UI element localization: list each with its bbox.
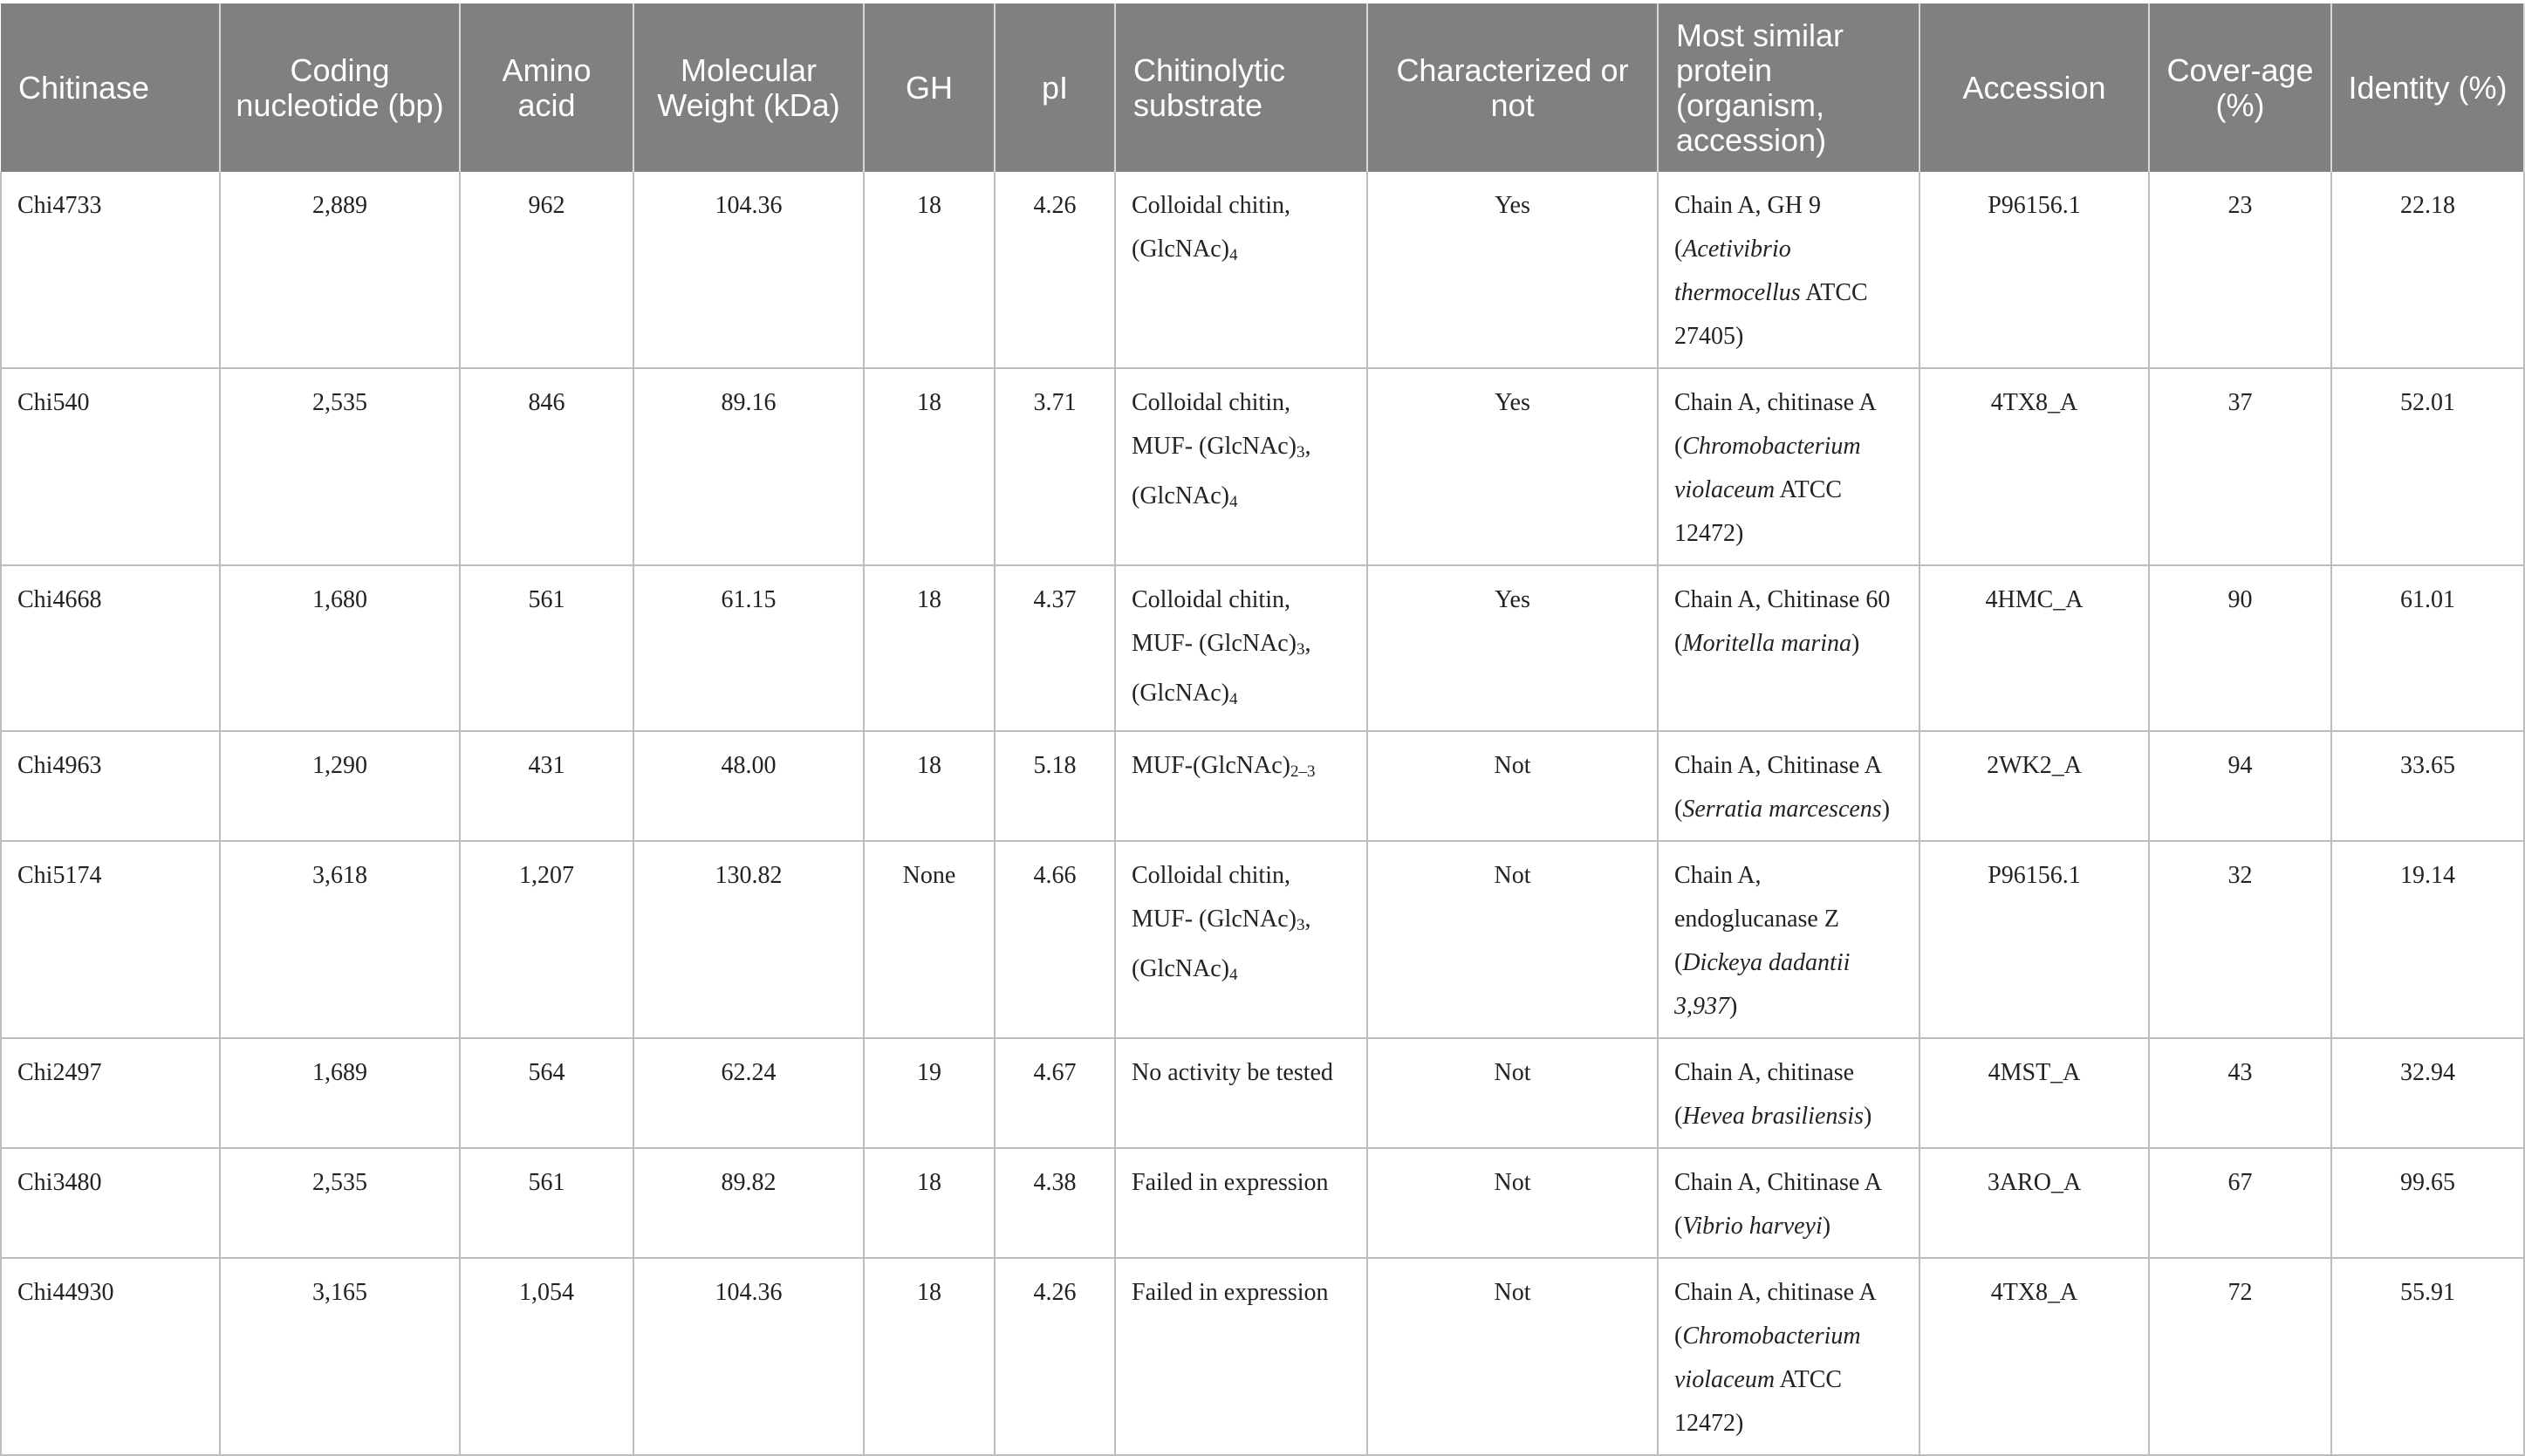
cell-identity: 33.65 <box>2331 731 2524 841</box>
substrate-text: MUF- (GlcNAc) <box>1132 433 1297 460</box>
cell-most-similar-protein <box>1658 1258 1919 1455</box>
table-header <box>1 3 2524 172</box>
cell-coding-nucleotide: 2,535 <box>220 368 460 565</box>
substrate-comma: , <box>1304 630 1311 657</box>
cell-molecular-weight: 48.00 <box>633 731 864 841</box>
cell-characterized: Not <box>1367 731 1658 841</box>
substrate-line <box>1132 898 1351 947</box>
substrate-subscript: 4 <box>1228 966 1238 984</box>
substrate-line <box>1132 425 1351 475</box>
cell-gh: 18 <box>864 565 995 731</box>
cell-coding-nucleotide: 2,889 <box>220 172 460 368</box>
substrate-line <box>1132 854 1351 898</box>
organism-detail: ATCC 12472) <box>1674 476 1843 547</box>
cell-amino-acid: 561 <box>460 565 633 731</box>
protein-name: Chain A, endoglucanase Z <box>1674 862 1839 933</box>
substrate-text: Colloidal chitin, <box>1132 862 1290 889</box>
cell-most-similar-protein <box>1658 1038 1919 1148</box>
cell-accession: 4HMC_A <box>1919 565 2149 731</box>
cell-chitinolytic-substrate <box>1115 1258 1367 1455</box>
cell-identity: 19.14 <box>2331 841 2524 1038</box>
header-most-similar-protein: Most similar protein (organism, accession) <box>1658 3 1919 172</box>
organism-open-paren: ( <box>1674 1213 1683 1240</box>
organism-detail: ATCC 27405) <box>1674 279 1868 350</box>
header-chitinolytic-substrate: Chitinolytic substrate <box>1115 3 1367 172</box>
cell-amino-acid: 1,207 <box>460 841 633 1038</box>
substrate-line <box>1132 1271 1351 1315</box>
header-molecular-weight: Molecular Weight (kDa) <box>633 3 864 172</box>
cell-identity: 55.91 <box>2331 1258 2524 1455</box>
organism-detail: ) <box>1822 1213 1831 1240</box>
cell-coverage: 32 <box>2149 841 2331 1038</box>
organism-name: Vibrio harveyi <box>1682 1213 1823 1240</box>
table-row <box>1 1038 2524 1148</box>
substrate-subscript: 2–3 <box>1290 762 1316 781</box>
cell-coverage: 94 <box>2149 731 2331 841</box>
substrate-subscript: 4 <box>1228 246 1238 264</box>
cell-gh: None <box>864 841 995 1038</box>
header-amino-acid: Amino acid <box>460 3 633 172</box>
cell-chitinolytic-substrate <box>1115 565 1367 731</box>
substrate-line <box>1132 184 1351 228</box>
cell-chitinase: Chi4668 <box>1 565 220 731</box>
header-accession: Accession <box>1919 3 2149 172</box>
cell-characterized: Yes <box>1367 565 1658 731</box>
substrate-text: Failed in expression <box>1132 1279 1329 1306</box>
table-row <box>1 565 2524 731</box>
substrate-text: MUF- (GlcNAc) <box>1132 630 1297 657</box>
cell-coverage: 37 <box>2149 368 2331 565</box>
protein-name: Chain A, chitinase A <box>1674 389 1877 416</box>
substrate-subscript: 4 <box>1228 493 1238 511</box>
protein-name: Chain A, Chitinase 60 <box>1674 586 1891 613</box>
cell-amino-acid: 1,054 <box>460 1258 633 1455</box>
organism-detail: ) <box>1863 1103 1872 1130</box>
substrate-line <box>1132 228 1351 277</box>
table-row <box>1 1258 2524 1455</box>
organism-detail: ATCC 12472) <box>1674 1366 1843 1437</box>
cell-characterized: Not <box>1367 1038 1658 1148</box>
cell-gh: 18 <box>864 1258 995 1455</box>
protein-name: Chain A, chitinase A <box>1674 1279 1877 1306</box>
substrate-subscript: 3 <box>1296 640 1305 659</box>
table-body <box>1 172 2524 1455</box>
cell-gh: 18 <box>864 1148 995 1258</box>
cell-chitinolytic-substrate <box>1115 731 1367 841</box>
cell-chitinase: Chi44930 <box>1 1258 220 1455</box>
table-row <box>1 1148 2524 1258</box>
substrate-line <box>1132 381 1351 425</box>
cell-characterized: Not <box>1367 1258 1658 1455</box>
protein-name: Chain A, Chitinase A <box>1674 1169 1882 1196</box>
organism-name: Chromobacterium violaceum <box>1674 1323 1861 1393</box>
header-chitinase: Chitinase <box>1 3 220 172</box>
cell-gh: 18 <box>864 172 995 368</box>
cell-molecular-weight: 89.16 <box>633 368 864 565</box>
cell-most-similar-protein <box>1658 1148 1919 1258</box>
organism-open-paren: ( <box>1674 796 1683 823</box>
cell-molecular-weight: 104.36 <box>633 172 864 368</box>
substrate-line <box>1132 744 1351 794</box>
cell-identity: 22.18 <box>2331 172 2524 368</box>
organism-open-paren: ( <box>1674 1103 1683 1130</box>
cell-identity: 32.94 <box>2331 1038 2524 1148</box>
protein-name: Chain A, chitinase <box>1674 1059 1855 1086</box>
cell-coding-nucleotide: 2,535 <box>220 1148 460 1258</box>
organism-name: Moritella marina <box>1682 630 1851 657</box>
substrate-text: MUF-(GlcNAc) <box>1132 752 1290 779</box>
substrate-line <box>1132 1161 1351 1205</box>
organism-open-paren: ( <box>1674 236 1683 263</box>
header-characterized: Characterized or not <box>1367 3 1658 172</box>
organism-detail: ) <box>1881 796 1891 823</box>
cell-chitinase: Chi3480 <box>1 1148 220 1258</box>
cell-coverage: 43 <box>2149 1038 2331 1148</box>
protein-name: Chain A, Chitinase A <box>1674 752 1882 779</box>
organism-name: Hevea brasiliensis <box>1682 1103 1864 1130</box>
cell-accession: 2WK2_A <box>1919 731 2149 841</box>
substrate-line <box>1132 475 1351 524</box>
substrate-line <box>1132 947 1351 997</box>
header-pi: pI <box>995 3 1115 172</box>
substrate-line <box>1132 1051 1351 1095</box>
cell-molecular-weight: 61.15 <box>633 565 864 731</box>
cell-identity: 52.01 <box>2331 368 2524 565</box>
cell-molecular-weight: 130.82 <box>633 841 864 1038</box>
organism-detail: ) <box>1729 993 1738 1020</box>
substrate-subscript: 4 <box>1228 690 1238 708</box>
cell-most-similar-protein <box>1658 731 1919 841</box>
cell-chitinase: Chi2497 <box>1 1038 220 1148</box>
cell-coverage: 23 <box>2149 172 2331 368</box>
substrate-text: MUF- (GlcNAc) <box>1132 906 1297 933</box>
cell-coding-nucleotide: 3,618 <box>220 841 460 1038</box>
cell-chitinolytic-substrate <box>1115 841 1367 1038</box>
cell-chitinolytic-substrate <box>1115 172 1367 368</box>
organism-name: Acetivibrio thermocellus <box>1674 236 1801 306</box>
cell-accession: 3ARO_A <box>1919 1148 2149 1258</box>
cell-accession: P96156.1 <box>1919 841 2149 1038</box>
substrate-line <box>1132 622 1351 672</box>
cell-amino-acid: 962 <box>460 172 633 368</box>
cell-accession: 4MST_A <box>1919 1038 2149 1148</box>
organism-open-paren: ( <box>1674 1323 1683 1350</box>
organism-detail: ) <box>1851 630 1860 657</box>
cell-coverage: 72 <box>2149 1258 2331 1455</box>
header-identity: Identity (%) <box>2331 3 2524 172</box>
substrate-text: No activity be tested <box>1132 1059 1333 1086</box>
cell-characterized: Not <box>1367 1148 1658 1258</box>
organism-open-paren: ( <box>1674 949 1683 976</box>
substrate-text: (GlcNAc) <box>1132 680 1229 707</box>
cell-pi: 3.71 <box>995 368 1115 565</box>
substrate-text: Colloidal chitin, <box>1132 389 1290 416</box>
cell-gh: 19 <box>864 1038 995 1148</box>
cell-pi: 5.18 <box>995 731 1115 841</box>
cell-most-similar-protein <box>1658 565 1919 731</box>
cell-most-similar-protein <box>1658 172 1919 368</box>
cell-pi: 4.26 <box>995 1258 1115 1455</box>
cell-coverage: 90 <box>2149 565 2331 731</box>
cell-pi: 4.67 <box>995 1038 1115 1148</box>
cell-characterized: Yes <box>1367 368 1658 565</box>
substrate-subscript: 3 <box>1296 443 1305 461</box>
substrate-text: (GlcNAc) <box>1132 236 1229 263</box>
table-row <box>1 368 2524 565</box>
cell-chitinolytic-substrate <box>1115 368 1367 565</box>
cell-molecular-weight: 89.82 <box>633 1148 864 1258</box>
cell-chitinase: Chi4733 <box>1 172 220 368</box>
table-row <box>1 841 2524 1038</box>
organism-open-paren: ( <box>1674 630 1683 657</box>
substrate-line <box>1132 578 1351 622</box>
cell-coding-nucleotide: 3,165 <box>220 1258 460 1455</box>
substrate-text: Failed in expression <box>1132 1169 1329 1196</box>
cell-chitinolytic-substrate <box>1115 1038 1367 1148</box>
header-coverage: Cover-age (%) <box>2149 3 2331 172</box>
cell-identity: 61.01 <box>2331 565 2524 731</box>
organism-open-paren: ( <box>1674 433 1683 460</box>
cell-molecular-weight: 62.24 <box>633 1038 864 1148</box>
substrate-line <box>1132 672 1351 721</box>
cell-characterized: Not <box>1367 841 1658 1038</box>
chitinase-table <box>0 3 2525 1456</box>
cell-pi: 4.37 <box>995 565 1115 731</box>
header-gh: GH <box>864 3 995 172</box>
cell-coverage: 67 <box>2149 1148 2331 1258</box>
cell-molecular-weight: 104.36 <box>633 1258 864 1455</box>
cell-pi: 4.26 <box>995 172 1115 368</box>
header-coding-nucleotide: Coding nucleotide (bp) <box>220 3 460 172</box>
cell-amino-acid: 564 <box>460 1038 633 1148</box>
table-row <box>1 731 2524 841</box>
substrate-text: (GlcNAc) <box>1132 955 1229 982</box>
cell-chitinase: Chi540 <box>1 368 220 565</box>
cell-amino-acid: 846 <box>460 368 633 565</box>
cell-amino-acid: 561 <box>460 1148 633 1258</box>
cell-chitinolytic-substrate <box>1115 1148 1367 1258</box>
cell-gh: 18 <box>864 368 995 565</box>
cell-characterized: Yes <box>1367 172 1658 368</box>
cell-most-similar-protein <box>1658 841 1919 1038</box>
cell-chitinase: Chi4963 <box>1 731 220 841</box>
substrate-text: Colloidal chitin, <box>1132 192 1290 219</box>
cell-pi: 4.38 <box>995 1148 1115 1258</box>
protein-name: Chain A, GH 9 <box>1674 192 1821 219</box>
cell-accession: P96156.1 <box>1919 172 2149 368</box>
organism-name: Dickeya dadantii 3,937 <box>1674 949 1851 1020</box>
substrate-text: (GlcNAc) <box>1132 482 1229 509</box>
cell-identity: 99.65 <box>2331 1148 2524 1258</box>
cell-chitinase: Chi5174 <box>1 841 220 1038</box>
table-row <box>1 172 2524 368</box>
organism-name: Chromobacterium violaceum <box>1674 433 1861 503</box>
substrate-comma: , <box>1304 906 1311 933</box>
cell-gh: 18 <box>864 731 995 841</box>
cell-coding-nucleotide: 1,290 <box>220 731 460 841</box>
cell-accession: 4TX8_A <box>1919 1258 2149 1455</box>
header-row <box>1 3 2524 172</box>
cell-most-similar-protein <box>1658 368 1919 565</box>
substrate-text: Colloidal chitin, <box>1132 586 1290 613</box>
cell-pi: 4.66 <box>995 841 1115 1038</box>
substrate-subscript: 3 <box>1296 916 1305 934</box>
cell-coding-nucleotide: 1,680 <box>220 565 460 731</box>
cell-coding-nucleotide: 1,689 <box>220 1038 460 1148</box>
cell-amino-acid: 431 <box>460 731 633 841</box>
organism-name: Serratia marcescens <box>1682 796 1882 823</box>
cell-accession: 4TX8_A <box>1919 368 2149 565</box>
substrate-comma: , <box>1304 433 1311 460</box>
